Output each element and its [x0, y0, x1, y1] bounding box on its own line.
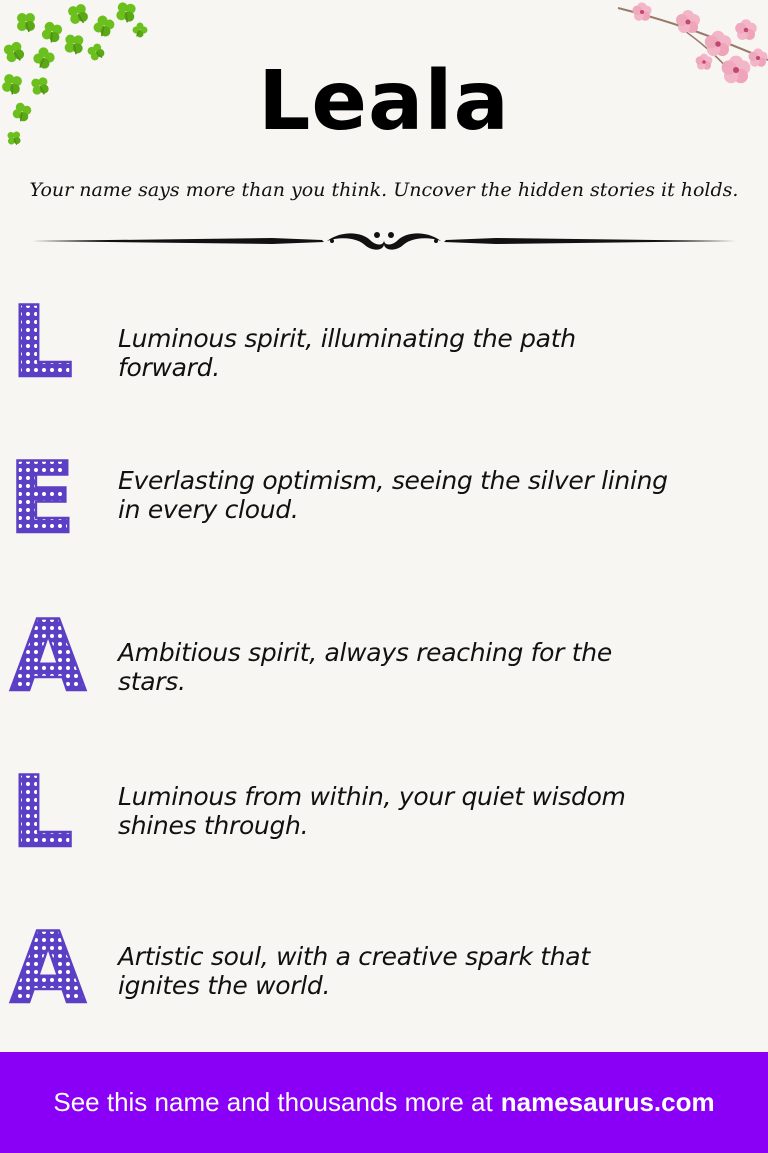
footer-text: See this name and thousands more at: [53, 1087, 493, 1117]
letter-meaning: Luminous spirit, illuminating the path forward.: [118, 324, 576, 382]
ornamental-divider-icon: [32, 226, 736, 256]
footer-site-link[interactable]: namesaurus.com: [500, 1087, 715, 1117]
letter-glyph: A: [10, 912, 86, 1026]
letter-glyph: E: [8, 442, 76, 556]
letter-meaning: Artistic soul, with a creative spark that ignites the world.: [118, 942, 590, 1000]
letter-glyph: A: [10, 600, 86, 714]
letter-glyph: L: [10, 286, 74, 400]
tagline: Your name says more than you think. Uncover the hidden stories it holds.: [29, 179, 739, 201]
letter-meaning: Luminous from within, your quiet wisdom shines through.: [118, 782, 626, 840]
page-title: Leala: [258, 54, 510, 149]
letter-l-icon: [10, 286, 80, 400]
letter-a-icon: [10, 912, 86, 1026]
letter-meaning: Ambitious spirit, always reaching for the stars.: [118, 638, 612, 696]
letter-e-icon: [8, 442, 80, 556]
letter-glyph: L: [10, 756, 74, 870]
letter-l-icon: [10, 756, 80, 870]
footer-banner[interactable]: [0, 1052, 768, 1153]
letter-a-icon: [10, 600, 86, 714]
letter-meaning: Everlasting optimism, seeing the silver lining in every cloud.: [118, 466, 668, 524]
